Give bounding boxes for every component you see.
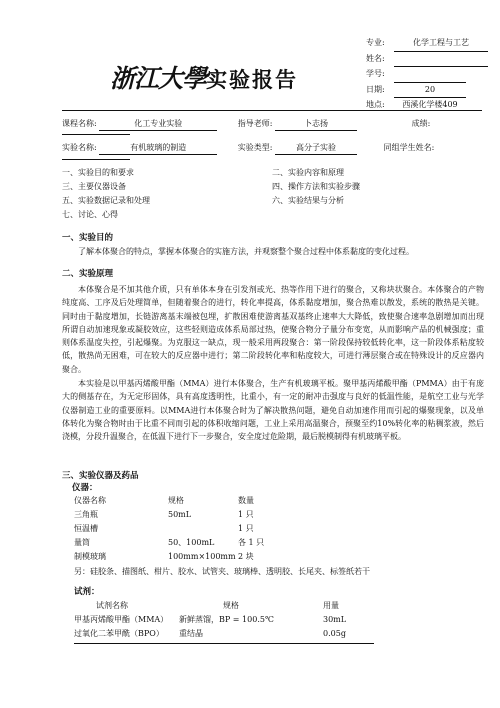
meta-date <box>366 83 488 99</box>
table-cell: 制模玻璃 <box>74 552 106 561</box>
section-1-title: 一、实验目的 <box>62 233 114 243</box>
reagent-title: 试剂： <box>74 587 100 597</box>
table-cell: 1 只 <box>238 524 254 533</box>
university-logo: 浙江大學 <box>110 64 207 93</box>
meta-label: 专业: <box>366 38 385 47</box>
table-cell: 重结晶 <box>179 629 203 638</box>
reagent-table-bottom-rule <box>74 643 374 644</box>
header-divider <box>62 110 482 111</box>
toc-item: 二、实验内容和原理 <box>272 168 344 177</box>
score-label: 成绩: <box>411 119 431 128</box>
table-row <box>74 536 308 550</box>
score-underline <box>62 134 130 135</box>
toc-item: 六、实验结果与分析 <box>272 196 344 205</box>
table-row <box>74 508 308 522</box>
instrument-table <box>74 494 308 564</box>
table-cell: 0.05g <box>323 629 346 638</box>
table-cell: 1 只 <box>238 510 254 519</box>
toc-item: 七、讨论、心得 <box>62 210 118 219</box>
table-header: 试剂名称 <box>96 601 128 610</box>
meta-date-value: 20 <box>394 83 466 99</box>
table-cell: 各 1 只 <box>238 538 265 547</box>
toc-item: 五、实验数据记录和处理 <box>62 196 150 205</box>
section-1-text: 了解本体聚合的特点，掌握本体聚合的实施方法，并观察整个聚合过程中体系黏度的变化过程。 <box>78 247 414 256</box>
table-cell: 新鲜蒸馏，BP = 100.5℃ <box>179 615 274 624</box>
toc-item: 四、操作方法和实验步骤 <box>272 182 360 191</box>
table-cell: 100mm×100mm <box>168 552 236 561</box>
table-row <box>74 613 383 627</box>
type-label: 实验类型: <box>237 143 273 152</box>
table-header: 数量 <box>238 496 254 505</box>
table-header: 用量 <box>323 601 339 610</box>
table-cell: 恒温槽 <box>74 524 98 533</box>
partner-underline <box>62 159 130 160</box>
meta-id <box>366 67 488 83</box>
instrument-title: 仪器： <box>72 483 98 493</box>
section-3-title: 三、实验仪器及药品 <box>62 471 139 481</box>
table-header: 规格 <box>223 601 239 610</box>
table-cell <box>168 522 238 536</box>
experiment-line <box>62 142 434 155</box>
meta-label: 学号: <box>366 69 385 78</box>
table-cell: 过氧化二苯甲酰（BPO） <box>74 629 164 638</box>
table-header-row <box>74 599 383 613</box>
table-cell: 三角瓶 <box>74 510 98 519</box>
section-2-title: 二、实验原理 <box>62 269 114 279</box>
table-cell: 50mL <box>168 510 192 519</box>
table-cell: 甲基丙烯酸甲酯（MMA） <box>74 615 169 624</box>
meta-name-value <box>394 52 488 68</box>
partner-label: 同组学生姓名: <box>383 143 435 152</box>
reagent-table <box>74 599 383 641</box>
meta-label: 姓名: <box>366 53 385 63</box>
table-header: 规格 <box>168 496 184 505</box>
table-row <box>74 522 308 536</box>
meta-major-value: 化学工程与工艺 <box>394 36 488 52</box>
section-2-paragraph-2: 本实验是以甲基丙烯酸甲酯（MMA）进行本体聚合，生产有机玻璃平板。聚甲基丙烯酸甲酯（PMMA）由于有庞大的侧基存在，为无定形固体，具有高度透明性，比重小，有一定的耐冲击强度与良好的低温性能，是航空工业与光学仪器制造工业的重要原料。以MMA进行本体聚合时为了解决散热问题，避免自动加速作用而引起的爆聚现象，以及单体转化为聚合物时由于比重不同而引起的体积收缩问题，工业上采用高温聚合，预聚至约10%转化率的粘稠浆液，然后浇模，分段升温聚合，在低温下进行下一步聚合，安全度过危险期，最后脱模制得有机玻璃平板。 <box>62 379 484 442</box>
experiment-value: 有机玻璃的制造 <box>99 142 217 155</box>
type-value: 高分子实验 <box>275 142 357 155</box>
toc-item: 一、实验目的和要求 <box>62 168 134 177</box>
toc-right <box>272 166 360 208</box>
meta-label: 地点: <box>366 100 385 109</box>
report-title: 实验报告 <box>206 67 299 92</box>
instrument-other: 另：硅胶条、描图纸、柑片、胶水、试管夹、玻璃棒、透明胶、长尾夹、标签纸若干 <box>74 567 370 576</box>
table-header: 仪器名称 <box>74 496 106 505</box>
course-value: 化工专业实验 <box>99 118 217 131</box>
teacher-label: 指导老师: <box>237 119 273 128</box>
experiment-label: 实验名称: <box>62 143 97 152</box>
toc-item: 三、主要仪器设备 <box>62 182 126 191</box>
report-logo <box>110 60 298 98</box>
student-meta <box>366 36 488 113</box>
course-line <box>62 118 430 131</box>
section-2-paragraph-1: 本体聚合是不加其他介质，只有单体本身在引发剂或光、热等作用下进行的聚合，又称块状聚合。本体聚合的产物纯度高、工序及后处理简单，但随着聚合的进行，转化率提高，体系黏度增加，聚合热难以散发，系统的散热是关键。同时由于黏度增加，长链游离基末端被包埋，扩散困难使游离基双基终止速率大大降低，致使聚合速率急剧增加而出现所谓自动加速现象或凝胶效应，这些轻则造成体系局部过热，使聚合物分子量分布变宽，从而影响产品的机械强度；重则体系温度失控，引起爆聚。为克服这一缺点，现一般采用两段聚合：第一阶段保持较低转化率，这一阶段体系粘度较低，散热尚无困难，可在较大的反应器中进行；第二阶段转化率和粘度较大，可进行薄层聚合或在特殊设计的反应器内聚合。 <box>62 285 484 374</box>
meta-location-value: 西溪化学楼409 <box>402 100 458 109</box>
table-row <box>74 550 308 564</box>
table-cell: 2 块 <box>238 552 254 561</box>
table-cell: 30mL <box>323 615 347 624</box>
table-row <box>74 627 383 641</box>
course-label: 课程名称: <box>62 119 97 128</box>
meta-name <box>366 52 488 68</box>
meta-id-value <box>394 67 466 83</box>
meta-label: 日期: <box>366 84 385 94</box>
table-cell: 量筒 <box>74 538 90 547</box>
toc-left <box>62 166 150 222</box>
meta-major <box>366 36 488 52</box>
table-cell: 50、100mL <box>168 538 215 547</box>
table-header-row <box>74 494 308 508</box>
teacher-value: 卜志扬 <box>275 118 357 131</box>
